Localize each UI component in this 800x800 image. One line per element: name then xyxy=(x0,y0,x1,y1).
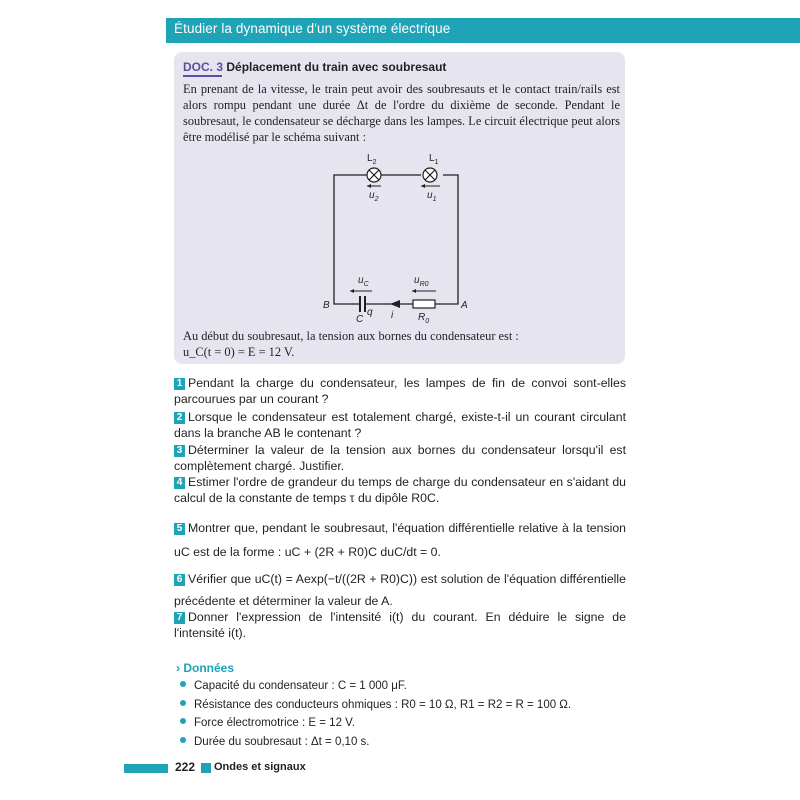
chapter-title: Ondes et signaux xyxy=(214,761,306,773)
question-4-text: Estimer l'ordre de grandeur du temps de charge du condensateur en s'aidant du calcul de la constante de temps τ du dipôle R0C. xyxy=(174,475,626,505)
data-title: Données xyxy=(183,661,235,675)
bullet-icon xyxy=(180,718,186,724)
doc-conclusion-text xyxy=(183,328,620,360)
label-uc: $u_C$ xyxy=(358,275,369,288)
circuit-diagram xyxy=(320,145,480,325)
footer-bar xyxy=(124,764,168,773)
page-number: 222 xyxy=(175,760,196,774)
capacitor-label: C xyxy=(356,314,364,325)
node-b-label: B xyxy=(323,300,330,311)
circuit-wire-right xyxy=(435,175,458,304)
label-u2: $u_2$ xyxy=(369,190,379,203)
footer-square-icon xyxy=(201,763,211,773)
doc-label-underline xyxy=(183,75,222,77)
current-arrow-icon xyxy=(390,300,400,308)
u2-arrow-icon xyxy=(367,184,371,188)
ur0-arrow-icon xyxy=(412,289,416,293)
label-l1: $L_1$ xyxy=(429,153,439,166)
data-heading xyxy=(176,661,234,675)
data-item: Durée du soubresaut : Δt = 0,10 s. xyxy=(180,736,370,748)
data-item: Force électromotrice : E = 12 V. xyxy=(180,717,355,729)
charge-label: q xyxy=(367,307,373,318)
question-2-text: Lorsque le condensateur est totalement chargé, existe-t-il un courant circulant dans la branche AB le contenant ? xyxy=(174,410,626,440)
doc-intro-text: En prenant de la vitesse, le train peut avoir des soubresauts et le contact train/rails est alors rompu pendant une durée Δt de l'ordre du dixième de seconde. Pendant le soubresaut, le condensateur se décharge dans les lampes. Le circuit électrique peut alors être modélisé par le schéma suivant : xyxy=(183,82,620,144)
question-5-text: Montrer que, pendant le soubresaut, l'équation différentielle relative à la tension uC est de la forme : uC + (2R + R0)C duC/dt = 0. xyxy=(174,521,626,559)
label-u1: $u_1$ xyxy=(427,190,437,203)
question-4 xyxy=(174,474,626,506)
bullet-icon xyxy=(180,737,186,743)
question-2-number: 2 xyxy=(174,412,185,424)
question-7-text: Donner l'expression de l'intensité i(t) du courant. En déduire le signe de l'intensité i(t). xyxy=(174,610,626,640)
question-3-text: Déterminer la valeur de la tension aux bornes du condensateur lorsqu'il est complètement chargé. Justifier. xyxy=(174,443,626,473)
question-6 xyxy=(174,568,626,612)
doc-conclusion-line1: Au début du soubresaut, la tension aux bornes du condensateur est : xyxy=(183,329,519,343)
question-5-number: 5 xyxy=(174,523,185,535)
u1-arrow-icon xyxy=(421,184,425,188)
question-1-number: 1 xyxy=(174,378,185,390)
resistor-label: $R_0$ xyxy=(418,312,430,325)
label-l2: $L_2$ xyxy=(367,153,377,166)
uc-arrow-icon xyxy=(350,289,354,293)
chevron-right-icon: › xyxy=(176,661,180,675)
question-1 xyxy=(174,375,626,407)
bullet-icon xyxy=(180,681,186,687)
doc-heading xyxy=(183,60,446,74)
current-label: i xyxy=(391,310,394,321)
question-3-number: 3 xyxy=(174,445,185,457)
page-header-title: Étudier la dynamique d'un système électrique xyxy=(174,21,451,36)
doc-conclusion-line2: u_C(t = 0) = E = 12 V. xyxy=(183,345,295,359)
label-ur0: $u_{R0}$ xyxy=(414,275,429,288)
node-a-label: A xyxy=(461,300,468,311)
question-3 xyxy=(174,442,626,474)
question-7-number: 7 xyxy=(174,612,185,624)
data-item: Capacité du condensateur : C = 1 000 μF. xyxy=(180,680,407,692)
data-item: Résistance des conducteurs ohmiques : R0 = 10 Ω, R1 = R2 = R = 100 Ω. xyxy=(180,699,571,711)
question-1-text: Pendant la charge du condensateur, les lampes de fin de convoi sont-elles parcourues par un courant ? xyxy=(174,376,626,406)
question-5 xyxy=(174,516,626,564)
question-2 xyxy=(174,409,626,441)
bullet-icon xyxy=(180,700,186,706)
question-4-number: 4 xyxy=(174,477,185,489)
question-7 xyxy=(174,609,626,641)
doc-label: DOC. 3 xyxy=(183,60,224,74)
question-6-text: Vérifier que uC(t) = Aexp(−t/((2R + R0)C)) est solution de l'équation différentielle précédente et déterminer la valeur de A. xyxy=(174,572,626,608)
doc-title: Déplacement du train avec soubresaut xyxy=(226,60,447,74)
resistor-r0 xyxy=(413,300,435,308)
question-6-number: 6 xyxy=(174,574,185,586)
